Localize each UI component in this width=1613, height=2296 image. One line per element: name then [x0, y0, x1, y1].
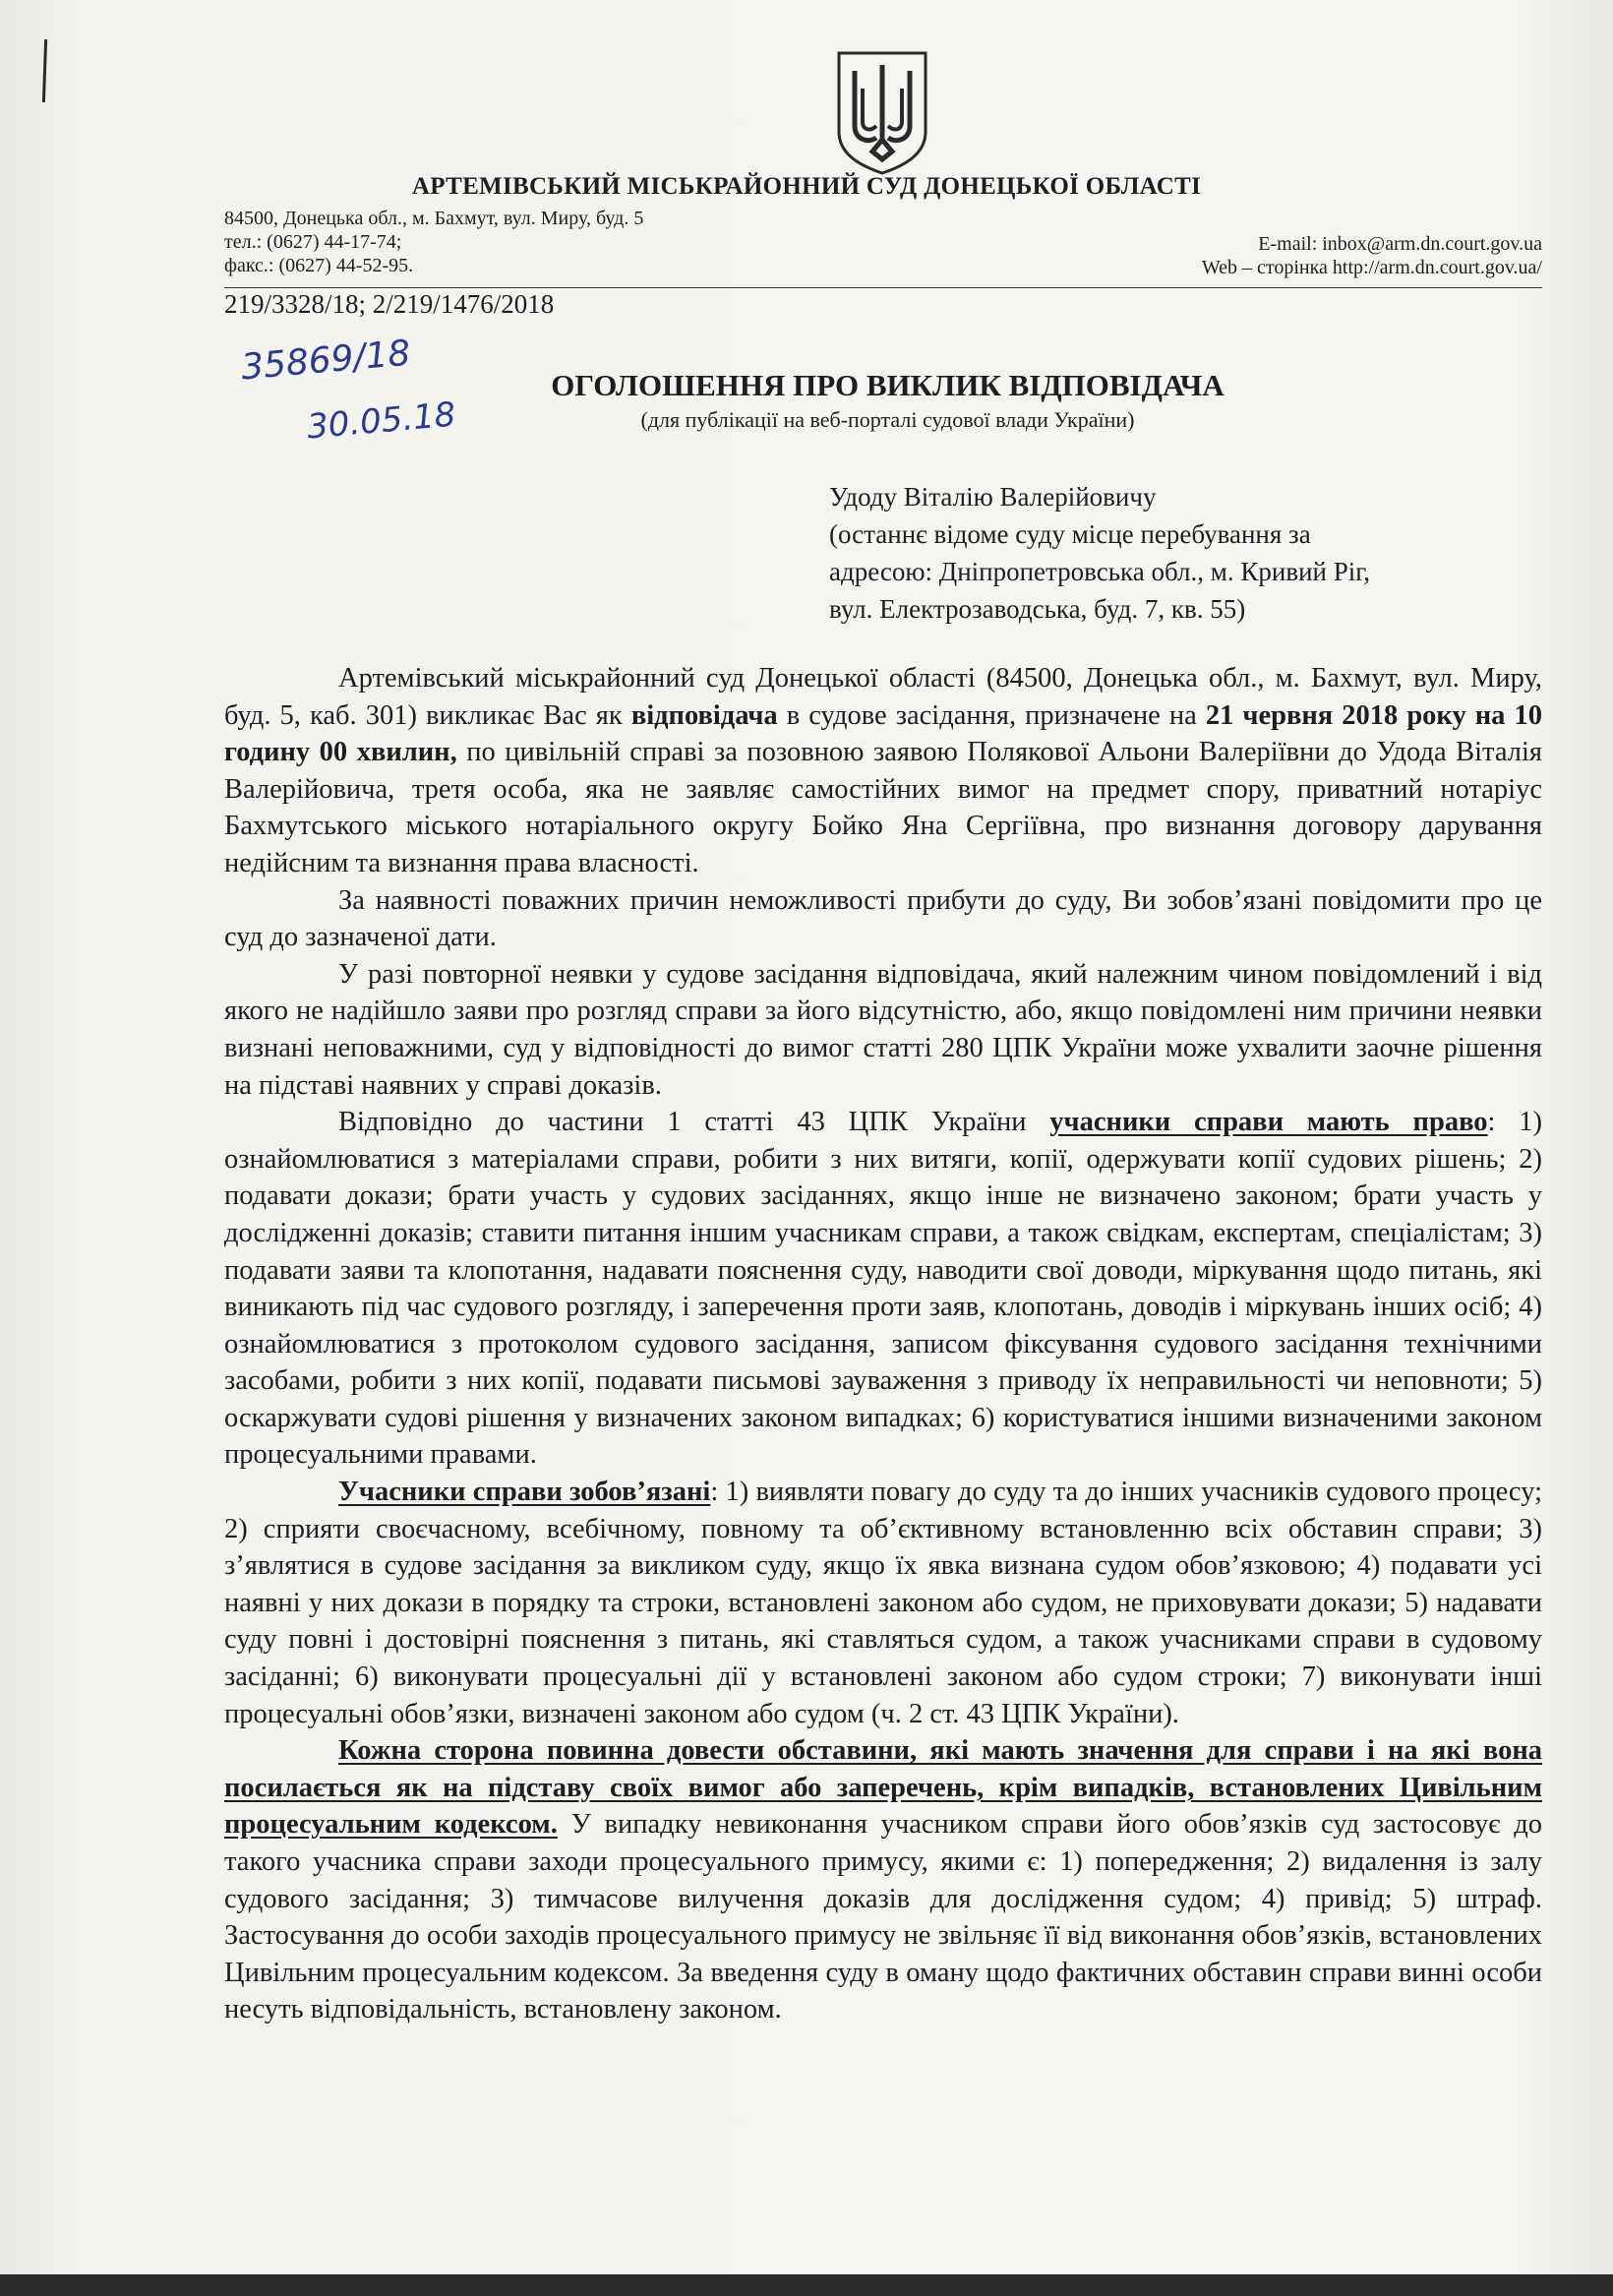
addressee-address-line: вул. Електрозаводська, буд. 7, кв. 55) — [829, 594, 1246, 624]
addressee-name: Удоду Віталію Валерійовичу — [829, 482, 1157, 512]
document-subtitle: (для публікації на веб-порталі судової влади України) — [640, 407, 1135, 432]
rights-heading: учасники справи мають право — [1049, 1107, 1488, 1138]
hearing-datetime: 21 червня 2018 року на 10 годину 00 хвилин, — [224, 699, 1542, 768]
handwritten-registration-number: 35869/18 — [239, 332, 412, 389]
burden-of-proof-statement: Кожна сторона повинна довести обставини, які мають значення для справи і на які вона посилається як на підставу своїх вимог або заперечень, крім випадків, встановлених Цивільним процесуальним кодексом. — [224, 1735, 1542, 1841]
court-email: E-mail: inbox@arm.dn.court.gov.ua — [1258, 233, 1542, 255]
paragraph-obligations: Учасники справи зобов’язані: 1) виявляти повагу до суду та до інших учасників судового процесу; 2) сприяти своєчасному, всебічному, повному та об’єктивному встановленню всіх обставин справи; 3) з’являтися в судове засідання за викликом суду, якщо їх явка визнана судом обов’язковою; 4) подавати усі наявні у них докази в порядку та строки, встановлені законом або судом, не приховувати докази; 5) надавати суду повні і достовірні пояснення з питань, які ставляться судом, а також учасниками справи в судовому засіданні; 6) виконувати процесуальні дії у встановлені законом або судом строки; 7) виконувати інші процесуальні обов’язки, визначені законом або судом (ч. 2 ст. 43 ЦПК України). — [224, 1477, 1542, 1729]
court-online-contacts — [1202, 232, 1542, 279]
case-numbers: 219/3328/18; 2/219/1476/2018 — [224, 289, 555, 319]
coat-of-arms-icon — [833, 49, 931, 175]
court-fax: факс.: (0627) 44-52-95. — [224, 255, 414, 276]
paragraph-notify-court: За наявності поважних причин неможливості прибути до суду, Ви зобов’язані повідомити про це суд до зазначеної дати. — [224, 884, 1542, 953]
court-website: Web – сторінка http://arm.dn.court.gov.ua/ — [1201, 257, 1542, 278]
court-contacts — [224, 207, 643, 277]
document-title: ОГОЛОШЕННЯ ПРО ВИКЛИК ВІДПОВІДАЧА — [551, 368, 1225, 402]
role-defendant: відповідача — [630, 699, 778, 731]
notice-body — [224, 660, 1542, 2028]
paragraph-burden-of-proof: Кожна сторона повинна довести обставини, які мають значення для справи і на які вона посилається як на підставу своїх вимог або заперечень, крім випадків, встановлених Цивільним процесуальним кодексом. У випадку невиконання учасником справи його обов’язків суд застосовує до такого учасника справи заходи процесуального примусу, якими є: 1) попередження; 2) видалення із залу судового засідання; 3) тимчасове вилучення доказів для дослідження судом; 4) привід; 5) штраф. Застосування до особи заходів процесуального примусу не звільняє її від виконання обов’язків, встановлених Цивільним процесуальним кодексом. За введення суду в оману щодо фактичних обставин справи винні особи несуть відповідальність, встановлену законом. — [224, 1735, 1542, 2025]
paragraph-default-judgment: У разі повторної неявки у судове засідання відповідача, який належним чином повідомлений і від якого не надійшло заяви про розгляд справи за його відсутністю, або, якщо повідомлені ним причини неявки визнані неповажними, суд у відповідності до вимог статті 280 ЦПК України може ухвалити заочне рішення на підставі наявних у справі доказів. — [224, 958, 1542, 1101]
addressee-address-line: адресою: Дніпропетровська обл., м. Кривий Ріг, — [829, 557, 1371, 586]
court-phone: тел.: (0627) 44-17-74; — [224, 231, 402, 253]
paragraph-summons: Артемівський міськрайонний суд Донецької області (84500, Донецька обл., м. Бахмут, вул. Миру, буд. 5, каб. 301) викликає Вас як відповідача в судове засідання, призначене на 21 червня 2018 року на 10 годину 00 хвилин, по цивільній справі за позовною заявою Полякової Альони Валеріївни до Удода Віталія Валерійовича, третя особа, яка не заявляє самостійних вимог на предмет спору, приватний нотаріус Бахмутського міського нотаріального округу Бойко Яна Сергіївна, про визнання договору дарування недійсним та визнання права власності. — [224, 663, 1542, 878]
obligations-heading: Учасники справи зобов’язані — [338, 1477, 711, 1508]
paragraph-rights: Відповідно до частини 1 статті 43 ЦПК України учасники справи мають право: 1) ознайомлюватися з матеріалами справи, робити з них витяги, копії, одержувати копії судових рішень; 2) подавати докази; брати участь у судових засіданнях, якщо інше не визначено законом; брати участь у дослідженні доказів; ставити питання іншим учасникам справи, а також свідкам, експертам, спеціалістам; 3) подавати заяви та клопотання, надавати пояснення суду, наводити свої доводи, міркування щодо питань, які виникають під час судового розгляду, і заперечення проти заяв, клопотань, доводів і міркувань інших осіб; 4) ознайомлюватися з протоколом судового засідання, записом фіксування судового засідання технічними засобами, робити з них копії, подавати письмові зауваження з приводу їх неправильності чи неповноти; 5) оскаржувати судові рішення у визначених законом випадках; 6) користуватися іншими визначеними законом процесуальними правами. — [224, 1107, 1542, 1471]
margin-pen-mark — [42, 39, 47, 102]
handwritten-registration-date: 30.05.18 — [305, 394, 457, 448]
scan-bottom-edge — [0, 2274, 1613, 2296]
header-divider — [224, 287, 1542, 288]
addressee-block — [829, 478, 1370, 628]
court-name: АРТЕМІВСЬКИЙ МІСЬКРАЙОННИЙ СУД ДОНЕЦЬКОЇ ОБЛАСТІ — [411, 173, 1202, 200]
court-address: 84500, Донецька обл., м. Бахмут, вул. Миру, буд. 5 — [224, 208, 644, 229]
addressee-address-line: (останнє відоме суду місце перебування за — [829, 519, 1311, 549]
